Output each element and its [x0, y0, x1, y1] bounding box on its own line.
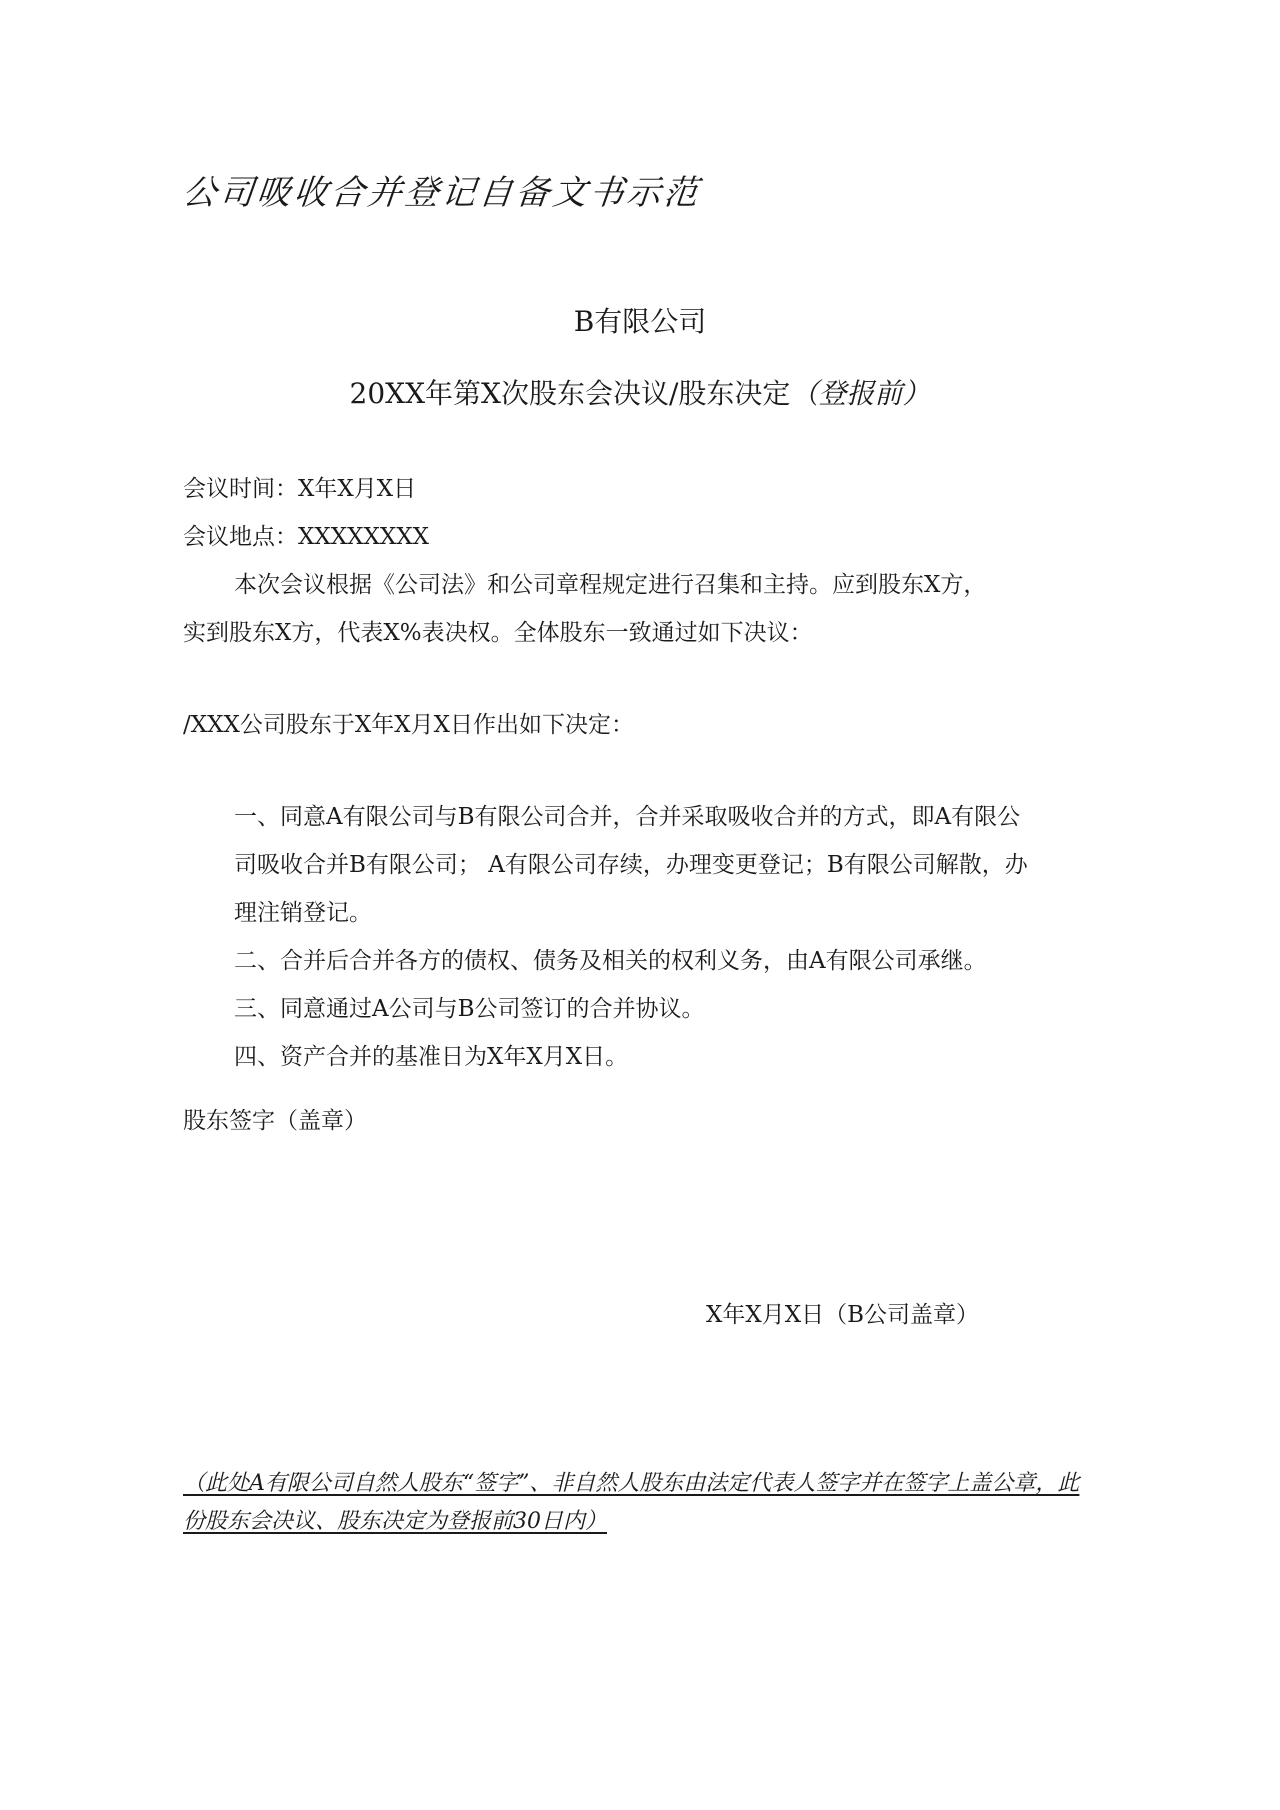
resolution-item-1-line-1: 一、同意A有限公司与B有限公司合并，合并采取吸收合并的方式，即A有限公 — [234, 804, 1021, 830]
footnote-line-1: （此处A有限公司自然人股东“签字”、非自然人股东由法定代表人签字并在签字上盖公章，此 — [183, 1471, 1080, 1496]
meeting-intro-line-2: 实到股东X方，代表X%表决权。全体股东一致通过如下决议： — [183, 620, 813, 646]
footnote-line-2: 份股东会决议、股东决定为登报前30日内） — [183, 1509, 607, 1534]
signature-label: 股东签字（盖章） — [183, 1108, 367, 1134]
meeting-intro-line-1: 本次会议根据《公司法》和公司章程规定进行召集和主持。应到股东X方， — [234, 572, 987, 598]
resolution-title-main: 20XX年第X次股东会决议/股东决定 — [349, 377, 791, 410]
resolution-item-2: 二、合并后合并各方的债权、债务及相关的权利义务，由A有限公司承继。 — [234, 948, 987, 974]
meeting-time: 会议时间：X年X月X日 — [183, 476, 417, 502]
resolution-item-1-line-2: 司吸收合并B有限公司； A有限公司存续，办理变更登记；B有限公司解散，办 — [234, 852, 1028, 878]
resolution-title-note: （登报前） — [790, 377, 931, 410]
resolution-item-4: 四、资产合并的基准日为X年X月X日。 — [234, 1044, 629, 1070]
document-heading: 公司吸收合并登记自备文书示范 — [180, 173, 703, 213]
company-name: B有限公司 — [573, 305, 707, 338]
resolution-item-1-line-3: 理注销登记。 — [234, 900, 372, 926]
resolution-title — [0, 372, 1280, 412]
shareholder-decision-line: /XXX公司股东于X年X月X日作出如下决定： — [183, 712, 634, 738]
resolution-item-3: 三、同意通过A公司与B公司签订的合并协议。 — [234, 996, 705, 1022]
date-and-seal: X年X月X日（B公司盖章） — [706, 1302, 980, 1328]
meeting-place: 会议地点：XXXXXXXX — [183, 524, 429, 550]
